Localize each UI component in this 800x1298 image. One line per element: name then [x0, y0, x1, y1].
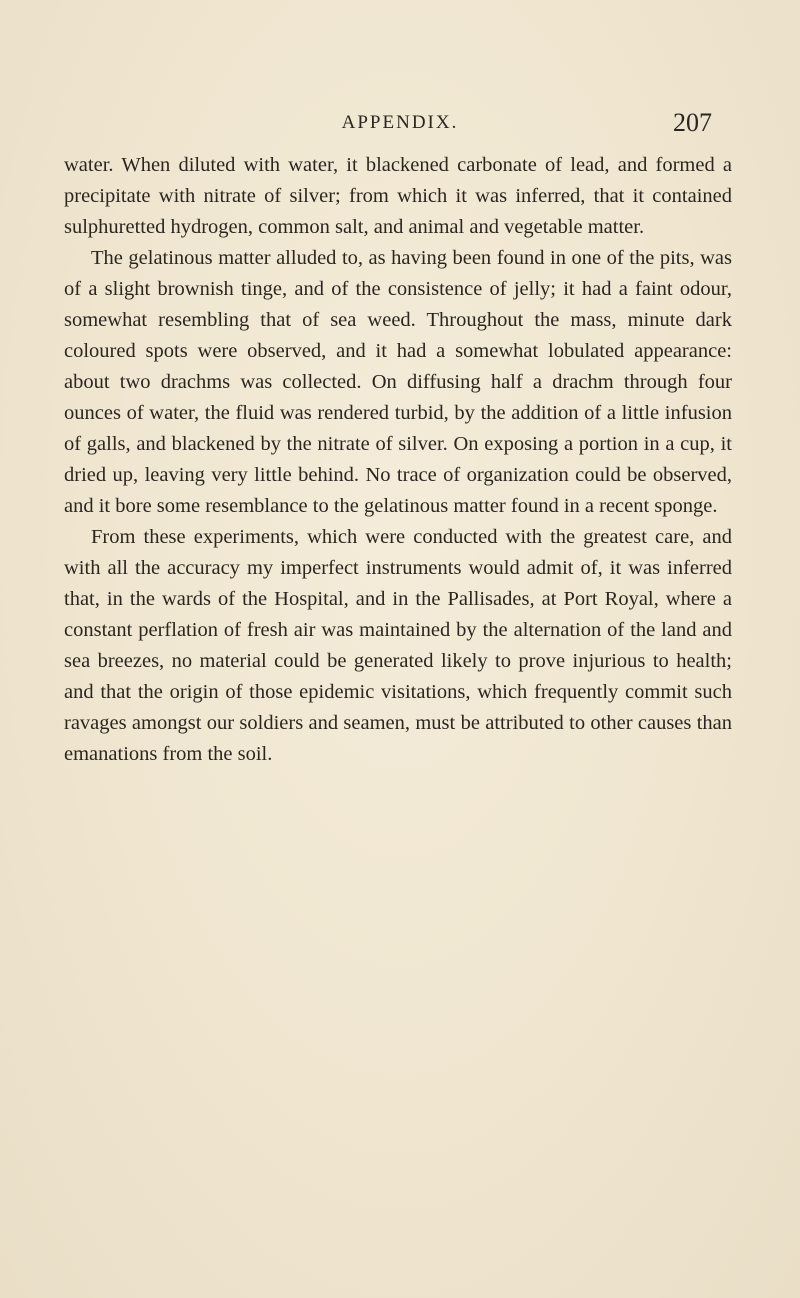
page-number: 207 [673, 108, 712, 137]
body-text [64, 150, 732, 770]
paragraph-3: From these experiments, which were conducted with the greatest care, and with all the accuracy my imperfect instruments would admit of, it was inferred that, in the wards of the Hospital, and in the Pallisades, at Port Royal, where a constant perflation of fresh air was maintained by the alternation of the land and sea breezes, no material could be generated likely to prove injurious to health; and that the origin of those epidemic visitations, which frequently commit such ravages amongst our soldiers and seamen, must be attributed to other causes than emanations from the soil. [64, 526, 732, 765]
page-header [0, 108, 800, 148]
paragraph-1: water. When diluted with water, it blackened carbonate of lead, and formed a precipitate with nitrate of silver; from which it was inferred, that it contained sulphuretted hydrogen, common salt, and animal and vegetable matter. [64, 154, 732, 238]
paragraph-2: The gelatinous matter alluded to, as having been found in one of the pits, was of a slight brownish tinge, and of the consistence of jelly; it had a faint odour, somewhat resembling that of sea weed. Throughout the mass, minute dark coloured spots were observed, and it had a somewhat lobulated appearance: about two drachms was collected. On diffusing half a drachm through four ounces of water, the fluid was rendered turbid, by the addition of a little infusion of galls, and blackened by the nitrate of silver. On exposing a portion in a cup, it dried up, leaving very little behind. No trace of organization could be observed, and it bore some resemblance to the gelatinous matter found in a recent sponge. [64, 247, 732, 517]
running-title: APPENDIX. [341, 112, 459, 133]
